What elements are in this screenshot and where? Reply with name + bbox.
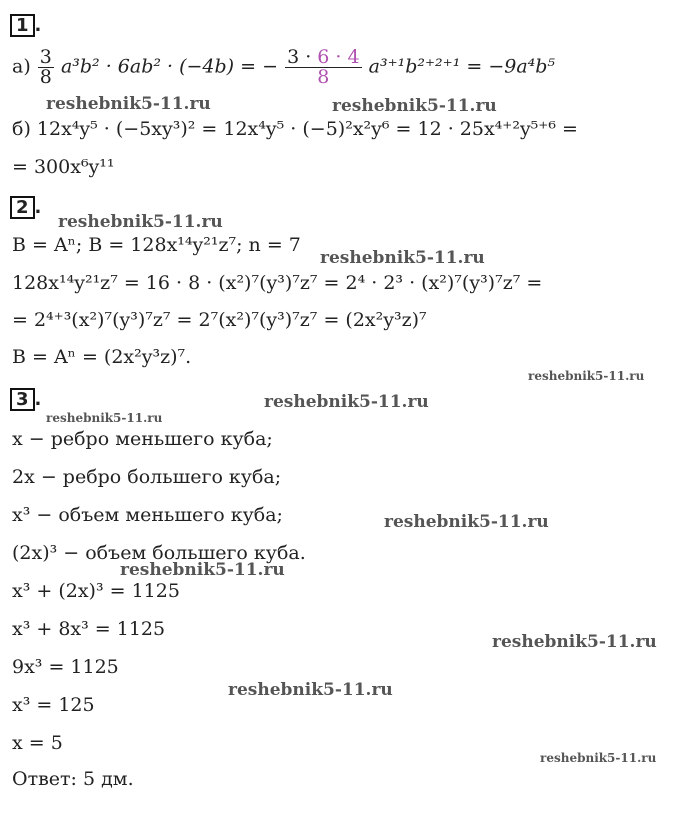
task3-line-7: 9x³ = 1125 xyxy=(12,656,119,678)
task3-line-3: x³ − объем меньшего куба; xyxy=(12,504,283,526)
watermark: reshebnik5-11.ru xyxy=(528,369,645,383)
fraction-product xyxy=(285,48,362,87)
watermark: reshebnik5-11.ru xyxy=(332,96,497,116)
item-label-a: а) xyxy=(12,55,31,78)
numerator-3: 3 · xyxy=(287,46,312,68)
fraction-denominator: 8 xyxy=(39,66,52,88)
task2-line-1: B = Aⁿ; B = 128x¹⁴y²¹z⁷; n = 7 xyxy=(12,234,301,256)
task3-line-2: 2x − ребро большего куба; xyxy=(12,466,282,488)
fraction-product-denominator: 8 xyxy=(285,67,362,87)
numerator-dot: · xyxy=(335,46,342,68)
task3-line-4: (2x)³ − объем большего куба. xyxy=(12,542,306,564)
task3-answer: Ответ: 5 дм. xyxy=(12,768,134,790)
watermark: reshebnik5-11.ru xyxy=(120,560,285,580)
watermark: reshebnik5-11.ru xyxy=(540,751,657,765)
watermark: reshebnik5-11.ru xyxy=(46,94,211,114)
watermark: reshebnik5-11.ru xyxy=(58,212,223,232)
expression-a-part1: a³b² · 6ab² · (−4b) = − xyxy=(60,55,279,78)
watermark: reshebnik5-11.ru xyxy=(384,512,549,532)
task3-line-6: x³ + 8x³ = 1125 xyxy=(12,618,166,640)
task1-line-a xyxy=(12,48,555,87)
watermark: reshebnik5-11.ru xyxy=(46,411,163,425)
numerator-6: 6 xyxy=(317,46,330,68)
task-number-2: 2 . xyxy=(10,196,41,219)
task3-line-9: x = 5 xyxy=(12,732,63,754)
watermark: reshebnik5-11.ru xyxy=(264,392,429,412)
expression-a-part2: a³⁺¹b²⁺²⁺¹ = −9a⁴b⁵ xyxy=(368,55,556,78)
watermark: reshebnik5-11.ru xyxy=(320,248,485,268)
task1-line-b2: = 300x⁶y¹¹ xyxy=(12,156,115,178)
numerator-4: 4 xyxy=(347,46,360,68)
fraction-product-numerator xyxy=(285,48,362,67)
task3-line-8: x³ = 125 xyxy=(12,694,95,716)
task-number-1: 1 . xyxy=(10,14,41,37)
task-number-3: 3 . xyxy=(10,388,41,411)
task1-line-b: б) 12x⁴y⁵ · (−5xy³)² = 12x⁴y⁵ · (−5)²x²y⁶ = 12 · 25x⁴⁺²y⁵⁺⁶ = xyxy=(12,118,578,140)
task2-line-3: = 2⁴⁺³(x²)⁷(y³)⁷z⁷ = 2⁷(x²)⁷(y³)⁷z⁷ = (2x²y³z)⁷ xyxy=(12,309,427,331)
watermark: reshebnik5-11.ru xyxy=(492,632,657,652)
task3-line-1: x − ребро меньшего куба; xyxy=(12,428,273,450)
task3-line-5: x³ + (2x)³ = 1125 xyxy=(12,580,180,602)
task2-line-4: B = Aⁿ = (2x²y³z)⁷. xyxy=(12,346,192,368)
fraction-numerator: 3 xyxy=(39,46,52,68)
task2-line-2: 128x¹⁴y²¹z⁷ = 16 · 8 · (x²)⁷(y³)⁷z⁷ = 2⁴ · 2³ · (x²)⁷(y³)⁷z⁷ = xyxy=(12,272,543,294)
fraction-3-8 xyxy=(38,48,54,87)
watermark: reshebnik5-11.ru xyxy=(228,680,393,700)
